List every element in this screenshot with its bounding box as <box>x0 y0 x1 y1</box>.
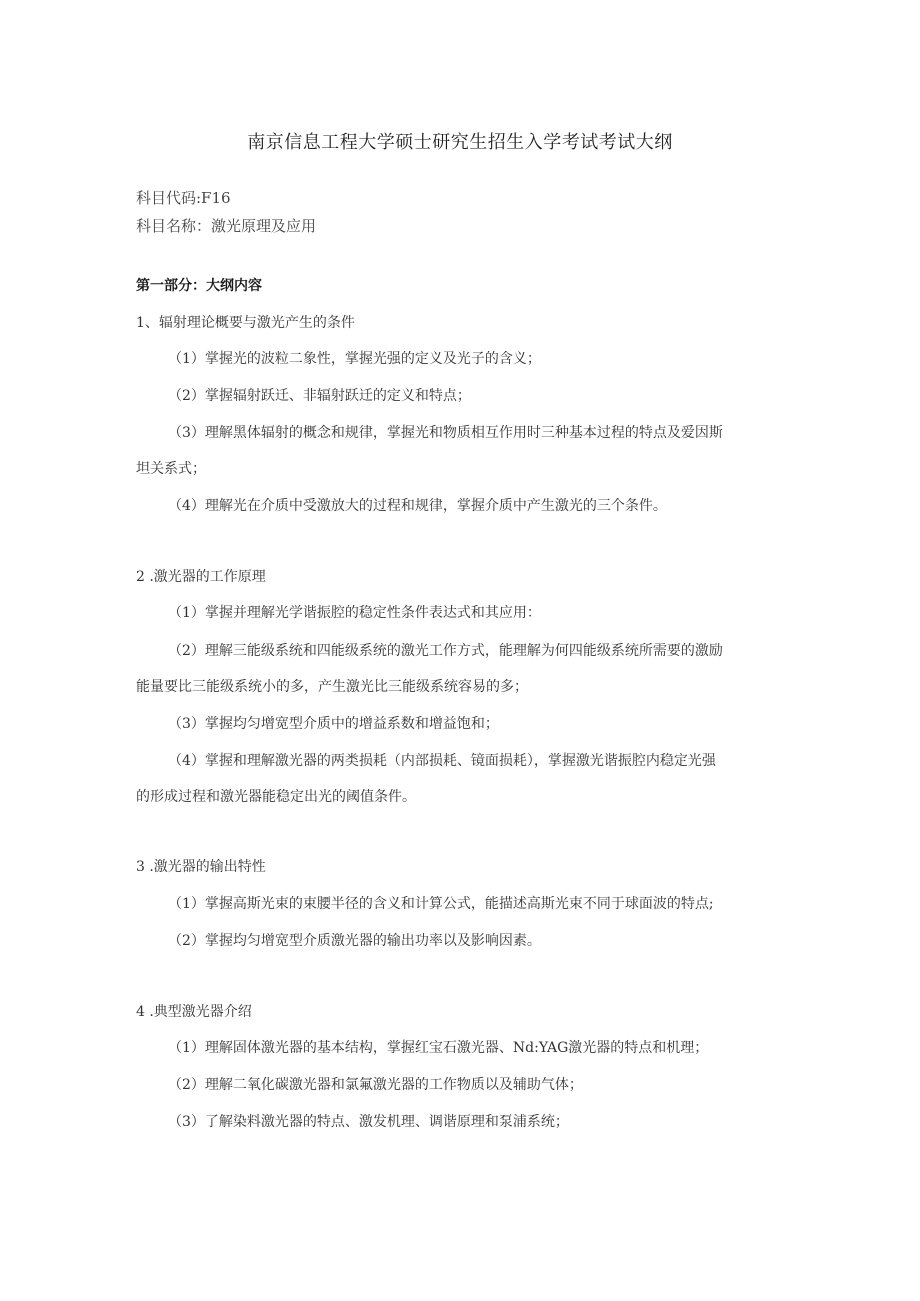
section-item: （4）掌握和理解激光器的两类损耗（内部损耗、镜面损耗），掌握激光谐振腔内稳定光强 <box>168 753 716 769</box>
section-item-continuation: 能量要比三能级系统小的多，产生激光比三能级系统容易的多； <box>136 679 528 695</box>
section-item: （3）掌握均匀增宽型介质中的增益系数和增益饱和； <box>168 716 499 732</box>
section-item: （3）了解染料激光器的特点、激发机理、调谐原理和泵浦系统； <box>168 1114 569 1130</box>
section-item: （1）掌握高斯光束的束腰半径的含义和计算公式，能描述高斯光束不同于球面波的特点; <box>168 896 714 912</box>
section-heading: 2 .激光器的工作原理 <box>136 569 266 585</box>
section-item: （2）掌握均匀增宽型介质激光器的输出功率以及影响因素。 <box>168 933 541 949</box>
section-heading: 1、辐射理论概要与激光产生的条件 <box>136 315 355 331</box>
section-item: （4）理解光在介质中受激放大的过程和规律，掌握介质中产生激光的三个条件。 <box>168 498 667 514</box>
section-heading: 4 .典型激光器介绍 <box>136 1004 252 1020</box>
section-item: （1）理解固体激光器的基本结构，掌握红宝石激光器、Nd:YAG激光器的特点和机理； <box>168 1040 709 1056</box>
section-item: （1）掌握并理解光学谐振腔的稳定性条件表达式和其应用： <box>168 605 541 621</box>
subject-code: 科目代码:F16 <box>136 189 231 207</box>
section-item: （1）掌握光的波粒二象性，掌握光强的定义及光子的含义； <box>168 351 541 367</box>
section-item-continuation: 坦关系式； <box>136 461 206 477</box>
section-item: （3）理解黑体辐射的概念和规律，掌握光和物质相互作用时三种基本过程的特点及爱因斯 <box>168 425 723 441</box>
document-title: 南京信息工程大学硕士研究生招生入学考试考试大纲 <box>247 132 673 153</box>
part-heading: 第一部分：大纲内容 <box>136 278 262 294</box>
subject-name: 科目名称：激光原理及应用 <box>136 217 317 235</box>
section-item-continuation: 的形成过程和激光器能稳定出光的阈值条件。 <box>136 789 416 805</box>
section-heading: 3 .激光器的输出特性 <box>136 859 266 875</box>
section-item: （2）掌握辐射跃迁、非辐射跃迁的定义和特点； <box>168 388 471 404</box>
section-item: （2）理解二氧化碳激光器和氯氟激光器的工作物质以及辅助气体； <box>168 1077 583 1093</box>
section-item: （2）理解三能级系统和四能级系统的激光工作方式，能理解为何四能级系统所需要的激励 <box>168 643 723 659</box>
